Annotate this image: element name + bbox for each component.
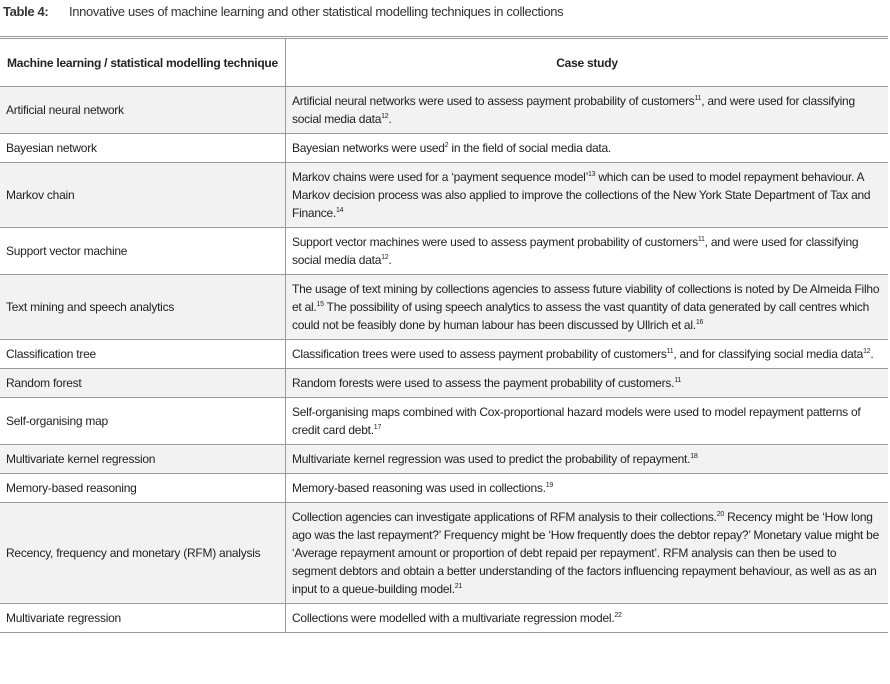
citation-superscript: 12 — [381, 113, 389, 120]
technique-cell: Recency, frequency and monetary (RFM) analysis — [0, 503, 286, 604]
citation-superscript: 15 — [316, 301, 324, 308]
citation-superscript: 12 — [863, 348, 871, 355]
case-study-text: Classification trees were used to assess payment probability of customers — [292, 347, 667, 361]
case-study-cell — [286, 87, 889, 134]
technique-cell: Markov chain — [0, 163, 286, 228]
case-study-text: , and for classifying social media data — [673, 347, 864, 361]
table-label: Table 4: — [3, 4, 49, 19]
case-study-cell — [286, 275, 889, 340]
case-study-text: Support vector machines were used to assess payment probability of customers — [292, 235, 698, 249]
case-study-text: Markov chains were used for a ‘payment sequence model’ — [292, 170, 588, 184]
case-study-text: in the field of social media data. — [448, 141, 612, 155]
citation-superscript: 14 — [336, 207, 344, 214]
case-study-cell — [286, 503, 889, 604]
citation-superscript: 22 — [614, 612, 622, 619]
case-study-cell — [286, 340, 889, 369]
case-study-text: Random forests were used to assess the payment probability of customers. — [292, 376, 675, 390]
technique-cell: Multivariate regression — [0, 604, 286, 633]
header-row — [0, 38, 888, 87]
header-technique: Machine learning / statistical modelling technique — [0, 38, 286, 87]
case-study-text: The possibility of using speech analytics to assess the vast quantity of data generated by call centres which could not be feasibly done by human labour has been discussed by Ullrich et al. — [292, 300, 870, 332]
case-study-cell — [286, 604, 889, 633]
technique-cell: Bayesian network — [0, 134, 286, 163]
case-study-text: , and were used for classifying social media data — [292, 94, 855, 126]
table-row — [0, 134, 888, 163]
case-study-cell — [286, 228, 889, 275]
citation-superscript: 2 — [444, 142, 449, 149]
technique-cell: Random forest — [0, 369, 286, 398]
table-title: Innovative uses of machine learning and other statistical modelling techniques in collections — [69, 4, 564, 19]
case-study-text: Collection agencies can investigate applications of RFM analysis to their collections. — [292, 510, 717, 524]
technique-cell: Classification tree — [0, 340, 286, 369]
technique-cell: Multivariate kernel regression — [0, 445, 286, 474]
case-study-text: Recency might be ‘How long ago was the last repayment?’ Frequency might be ‘How frequently does the debtor repay?’ Monetary value might be ‘Average repayment amount or proportion of debt repaid per repayment’. RFM analysis can then be used to segment debtors and obtain a better understanding of the factors influencing repayment behaviour, as well as as an input to a queue-building model. — [292, 510, 880, 596]
case-study-cell — [286, 163, 889, 228]
case-study-text: Self-organising maps combined with Cox-proportional hazard models were used to model repayment patterns of credit card debt. — [292, 405, 861, 437]
citation-superscript: 16 — [695, 319, 704, 326]
citation-superscript: 17 — [373, 424, 382, 431]
table-row — [0, 275, 888, 340]
table-caption — [3, 4, 563, 19]
citation-superscript: 19 — [545, 482, 554, 489]
table-row — [0, 445, 888, 474]
table-row — [0, 163, 888, 228]
case-study-text: The usage of text mining by collections agencies to assess future viability of collections is noted by De Almeida Filho et al. — [292, 282, 880, 314]
table-row — [0, 474, 888, 503]
case-study-cell — [286, 398, 889, 445]
case-study-cell — [286, 134, 889, 163]
case-study-text: Artificial neural networks were used to assess payment probability of customers — [292, 94, 695, 108]
table-row — [0, 369, 888, 398]
case-study-cell — [286, 474, 889, 503]
citation-superscript: 21 — [454, 583, 463, 590]
case-study-text: Multivariate kernel regression was used to predict the probability of repayment. — [292, 452, 691, 466]
technique-cell: Self-organising map — [0, 398, 286, 445]
citation-superscript: 12 — [381, 254, 389, 261]
citation-superscript: 11 — [697, 236, 705, 243]
technique-cell: Memory-based reasoning — [0, 474, 286, 503]
citation-superscript: 11 — [694, 95, 702, 102]
case-study-text: . — [388, 112, 392, 126]
case-study-text: . — [870, 347, 874, 361]
case-study-text: Bayesian networks were used — [292, 141, 445, 155]
case-study-cell — [286, 369, 889, 398]
table-row — [0, 398, 888, 445]
table-row — [0, 604, 888, 633]
table-row — [0, 340, 888, 369]
case-study-text: which can be used to model repayment behaviour. A Markov decision process was also applied to improve the collections of the New York State Department of Tax and Finance. — [292, 170, 871, 220]
technique-cell: Artificial neural network — [0, 87, 286, 134]
case-study-text: Memory-based reasoning was used in collections. — [292, 481, 546, 495]
technique-cell: Text mining and speech analytics — [0, 275, 286, 340]
table-row — [0, 228, 888, 275]
table-row — [0, 503, 888, 604]
table-row — [0, 87, 888, 134]
citation-superscript: 11 — [666, 348, 674, 355]
citation-superscript: 18 — [690, 453, 698, 460]
header-case-study: Case study — [286, 38, 889, 87]
techniques-table — [0, 36, 888, 633]
case-study-cell — [286, 445, 889, 474]
citation-superscript: 11 — [674, 377, 681, 384]
technique-cell: Support vector machine — [0, 228, 286, 275]
case-study-text: , and were used for classifying social media data — [292, 235, 859, 267]
citation-superscript: 20 — [716, 511, 725, 518]
case-study-text: . — [388, 253, 392, 267]
case-study-text: Collections were modelled with a multivariate regression model. — [292, 611, 615, 625]
citation-superscript: 13 — [588, 171, 596, 178]
